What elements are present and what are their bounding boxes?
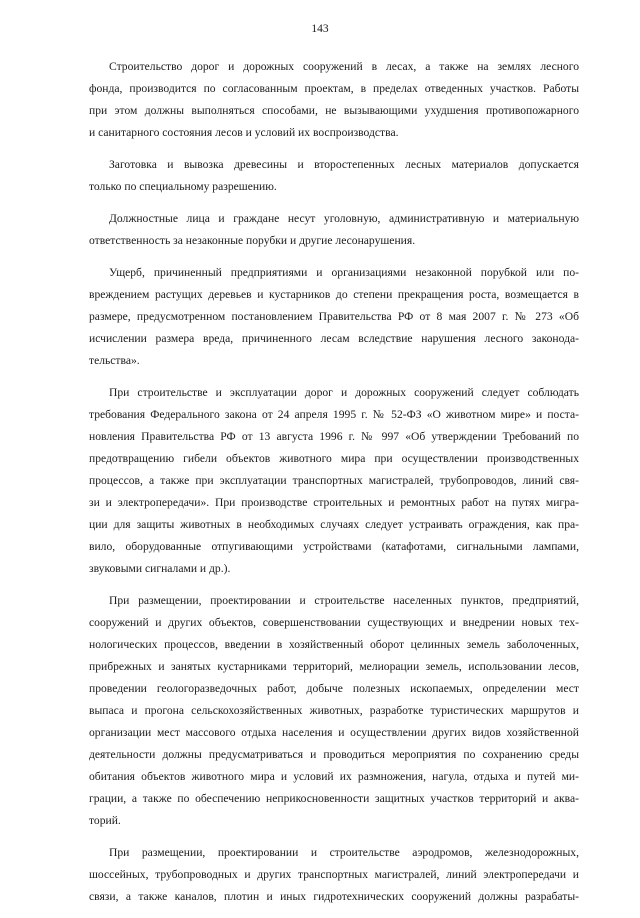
text-line: деятельности должны предусматриваться и проводиться мероприятия по сохранению среды [89, 748, 579, 761]
text-line: Строительство дорог и дорожных сооружений в лесах, а также на землях лесного [109, 60, 579, 73]
text-line: При размещении, проектировании и строительстве населенных пунктов, предприятий, [109, 594, 579, 607]
text-line: При строительстве и эксплуатации дорог и дорожных сооружений следует соблюдать [109, 386, 579, 399]
paragraph [89, 590, 579, 832]
text-line: вило, оборудованные отпугивающими устройствами (катафотами, сигнальными лампами, [89, 540, 579, 553]
paragraph [89, 382, 579, 580]
text-line: При размещении, проектировании и строительстве аэродромов, железнодорожных, [109, 846, 579, 859]
text-line: только по специальному разрешению. [89, 180, 277, 193]
text-line: требования Федерального закона от 24 апреля 1995 г. № 52-ФЗ «О животном мире» и поста- [89, 408, 579, 421]
text-line: и санитарного состояния лесов и условий их воспроизводства. [89, 126, 399, 139]
paragraph [89, 208, 579, 252]
text-line: тельства». [89, 354, 140, 367]
text-line: обитания объектов животного мира и условий их размножения, нагула, отдыха и путей ми- [89, 770, 579, 783]
text-line: ции для защиты животных в необходимых случаях следует устраивать ограждения, как пра- [89, 518, 579, 531]
text-line: прибрежных и занятых кустарниками территорий, мелиорации земель, использовании лесов, [89, 660, 579, 673]
text-line: зи и электропередачи». При производстве строительных и ремонтных работ на путях мигра- [89, 496, 579, 509]
text-line: выпаса и прогона сельскохозяйственных животных, разработке туристических маршрутов и [89, 704, 579, 717]
text-line: ответственность за незаконные порубки и другие лесонарушения. [89, 234, 416, 247]
text-line: проведении геологоразведочных работ, добыче полезных ископаемых, определении мест [89, 682, 579, 695]
text-line: процессов, а также при эксплуатации транспортных магистралей, трубопроводов, линий свя- [89, 474, 579, 487]
text-line: организации мест массового отдыха населения и осуществлении других видов хозяйственной [89, 726, 579, 739]
text-line: сооружений и других объектов, совершенствовании существующих и внедрении новых тех- [89, 616, 579, 629]
text-line: Заготовка и вывозка древесины и второстепенных лесных материалов допускается [109, 158, 579, 171]
text-line: шоссейных, трубопроводных и других транспортных магистралей, линий электропередачи и [89, 868, 579, 881]
text-line: исчислении размера вреда, причиненного лесам вследствие нарушения лесного законода- [89, 332, 579, 345]
text-line: грации, а также по обеспечению неприкосновенности защитных участков территорий и аква- [89, 792, 579, 805]
text-line: Ущерб, причиненный предприятиями и организациями незаконной порубкой или по- [109, 266, 579, 279]
paragraph [89, 842, 579, 908]
text-line: вреждением растущих деревьев и кустарников до степени прекращения роста, возмещается в [89, 288, 579, 301]
body-text [89, 56, 579, 918]
text-line: новления Правительства РФ от 13 августа 1996 г. № 997 «Об утверждении Требований по [89, 430, 579, 443]
page-number: 143 [311, 23, 329, 35]
paragraph [89, 154, 579, 198]
paragraph [89, 56, 579, 144]
text-line: Должностные лица и граждане несут уголовную, административную и материальную [109, 212, 579, 225]
text-line: звуковыми сигналами и др.). [89, 562, 231, 575]
text-line: фонда, производится по согласованным проектам, в пределах отведенных участков. Работы [89, 82, 579, 95]
text-line: размере, предусмотренном постановлением Правительства РФ от 8 мая 2007 г. № 273 «Об [89, 310, 579, 323]
text-line: при этом должны выполняться способами, не вызывающими ухудшения противопожарного [89, 104, 579, 117]
text-line: связи, а также каналов, плотин и иных гидротехнических сооружений должны разрабаты- [89, 890, 579, 903]
text-line: торий. [89, 814, 121, 827]
paragraph [89, 262, 579, 372]
text-line: предотвращению гибели объектов животного мира при осуществлении производственных [89, 452, 579, 465]
text-line: нологических процессов, введении в хозяйственный оборот целинных земель заболоченных, [89, 638, 579, 651]
